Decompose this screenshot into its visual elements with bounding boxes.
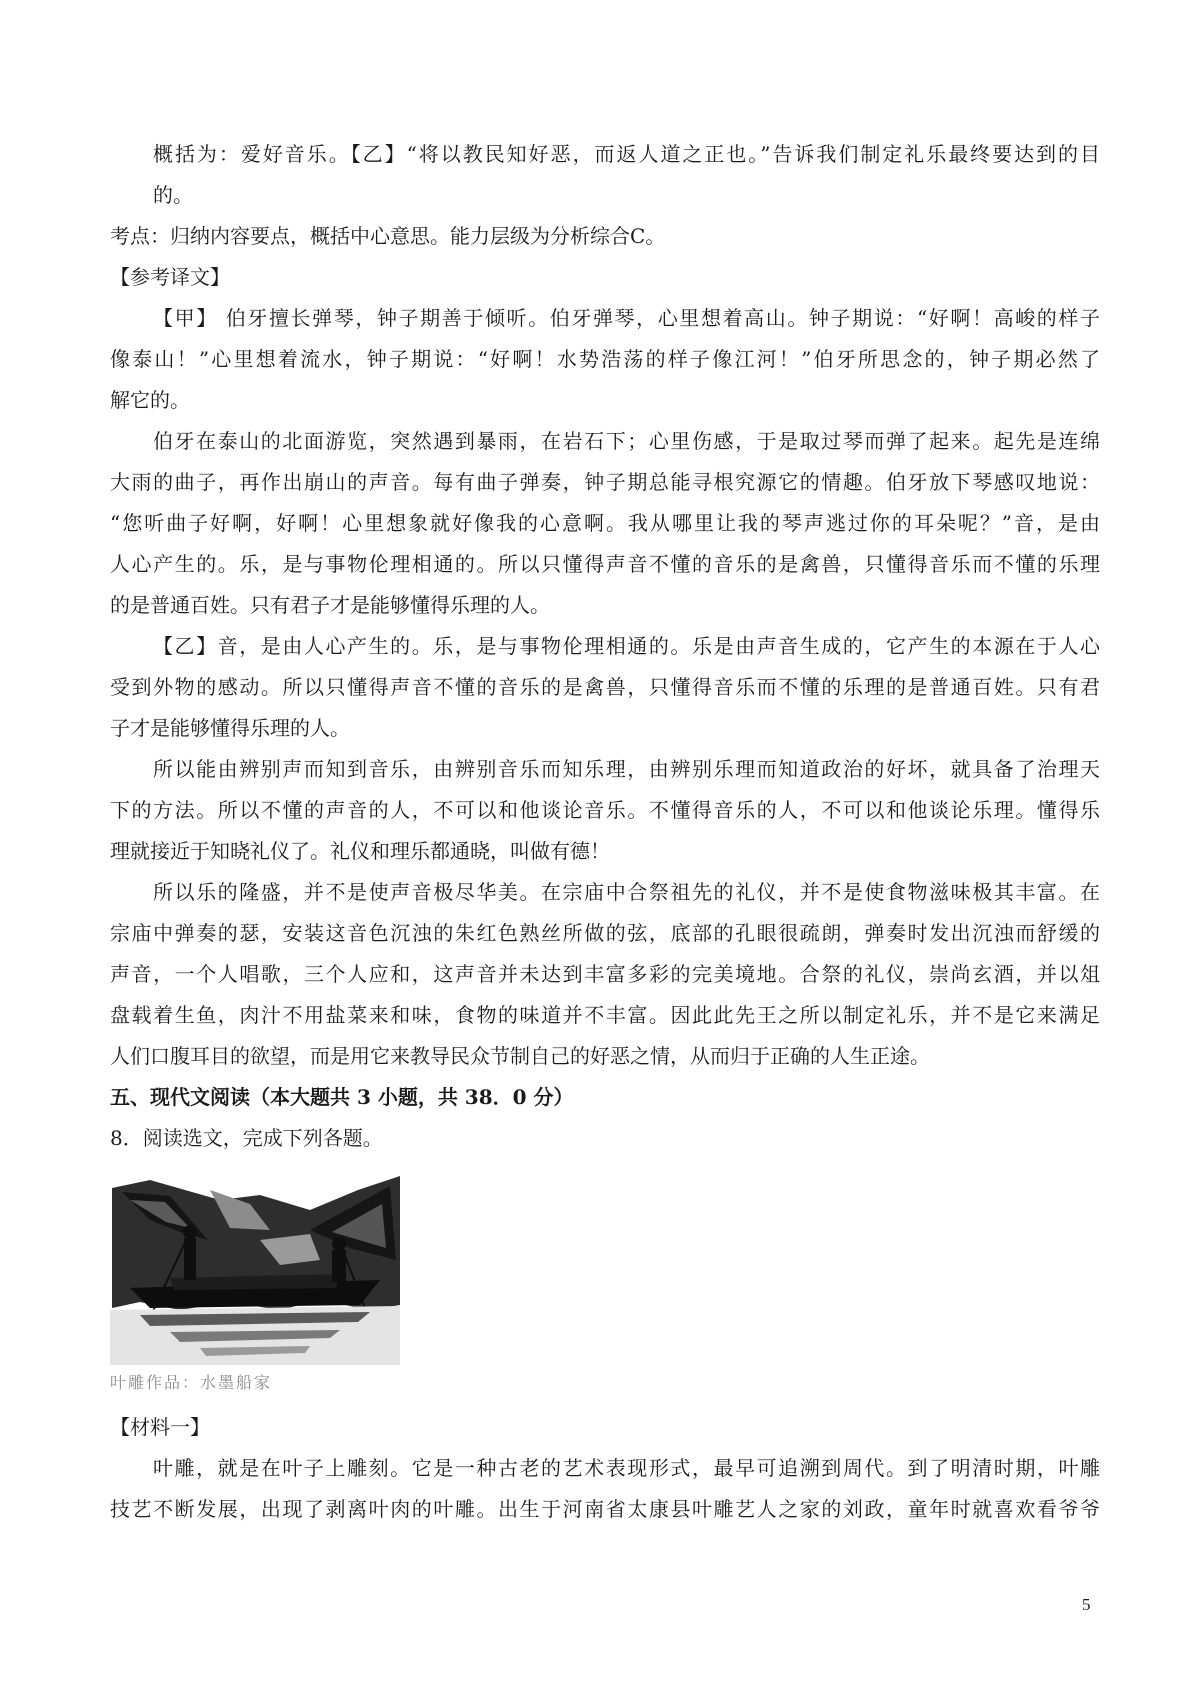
- image-caption: 叶雕作品：水墨船家: [110, 1373, 273, 1392]
- paragraph-line: 解它的。: [110, 388, 190, 412]
- paragraph-line: 技艺不断发展，出现了剥离叶肉的叶雕。出生于河南省太康县叶雕艺人之家的刘政，童年时就喜欢看爷爷: [110, 1497, 1100, 1521]
- kaodian-line: 考点：归纳内容要点，概括中心意思。能力层级为分析综合C。: [110, 224, 666, 248]
- paragraph-line: 所以乐的隆盛，并不是使声音极尽华美。在宗庙中合祭祖先的礼仪，并不是使食物滋味极其丰富。在: [153, 880, 1100, 904]
- page-number: 5: [1082, 1595, 1091, 1614]
- paragraph-line: 【乙】音，是由人心产生的。乐，是与事物伦理相通的。乐是由声音生成的，它产生的本源在于人心: [153, 634, 1100, 658]
- paragraph-line: 受到外物的感动。所以只懂得声音不懂的音乐的是禽兽，只懂得音乐而不懂的乐理的是普通百姓。只有君: [110, 675, 1100, 699]
- paragraph-line: 人们口腹耳目的欲望，而是用它来教导民众节制自己的好恶之情，从而归于正确的人生正途。: [110, 1044, 930, 1068]
- material-heading: 【材料一】: [110, 1415, 210, 1439]
- paragraph-line: 像泰山！”心里想着流水，钟子期说：“好啊！水势浩荡的样子像江河！”伯牙所思念的，钟子期必然了: [110, 347, 1100, 371]
- paragraph-line: 盘载着生鱼，肉汁不用盐菜来和味，食物的味道并不丰富。因此此先王之所以制定礼乐，并不是它来满足: [110, 1003, 1100, 1027]
- paragraph-line: 下的方法。所以不懂的声音的人，不可以和他谈论音乐。不懂得音乐的人，不可以和他谈论乐理。懂得乐: [110, 798, 1100, 822]
- paragraph-line: 大雨的曲子，再作出崩山的声音。每有曲子弹奏，钟子期总能寻根究源它的情趣。伯牙放下琴感叹地说：: [110, 470, 1100, 494]
- paragraph-line: “您听曲子好啊，好啊！心里想象就好像我的心意啊。我从哪里让我的琴声逃过你的耳朵呢？”音，是由: [110, 511, 1100, 535]
- paragraph-line: 所以能由辨别声而知到音乐，由辨别音乐而知乐理，由辨别乐理而知道政治的好坏，就具备了治理天: [153, 757, 1100, 781]
- reference-translation-heading: 【参考译文】: [110, 265, 230, 289]
- paragraph-line: 的是普通百姓。只有君子才是能够懂得乐理的人。: [110, 593, 550, 617]
- paragraph-line: 【甲】 伯牙擅长弹琴，钟子期善于倾听。伯牙弹琴，心里想着高山。钟子期说：“好啊！高峻的样子: [153, 306, 1100, 330]
- paragraph-line: 概括为：爱好音乐。【乙】“将以教民知好恶，而返人道之正也。”告诉我们制定礼乐最终要达到的目: [153, 142, 1100, 166]
- question-number: 8．阅读选文，完成下列各题。: [110, 1126, 383, 1150]
- paragraph-line: 叶雕，就是在叶子上雕刻。它是一种古老的艺术表现形式，最早可追溯到周代。到了明清时期，叶雕: [153, 1456, 1100, 1480]
- leaf-carving-image: [110, 1170, 400, 1365]
- paragraph-line: 人心产生的。乐，是与事物伦理相通的。所以只懂得声音不懂的音乐的是禽兽，只懂得音乐而不懂的乐理: [110, 552, 1100, 576]
- paragraph-line: 宗庙中弹奏的瑟，安装这音色沉浊的朱红色熟丝所做的弦，底部的孔眼很疏朗，弹奏时发出沉浊而舒缓的: [110, 921, 1100, 945]
- paragraph-line: 声音，一个人唱歌，三个人应和，这声音并未达到丰富多彩的完美境地。合祭的礼仪，崇尚玄酒，并以俎: [110, 962, 1100, 986]
- section-heading: 五、现代文阅读（本大题共 3 小题，共 38．0 分）: [110, 1085, 574, 1109]
- paragraph-line: 伯牙在泰山的北面游览，突然遇到暴雨，在岩石下；心里伤感，于是取过琴而弹了起来。起先是连绵: [153, 429, 1100, 453]
- paragraph-line: 子才是能够懂得乐理的人。: [110, 716, 350, 740]
- paragraph-line: 理就接近于知晓礼仪了。礼仪和理乐都通晓，叫做有德！: [110, 839, 610, 863]
- paragraph-line: 的。: [153, 183, 193, 207]
